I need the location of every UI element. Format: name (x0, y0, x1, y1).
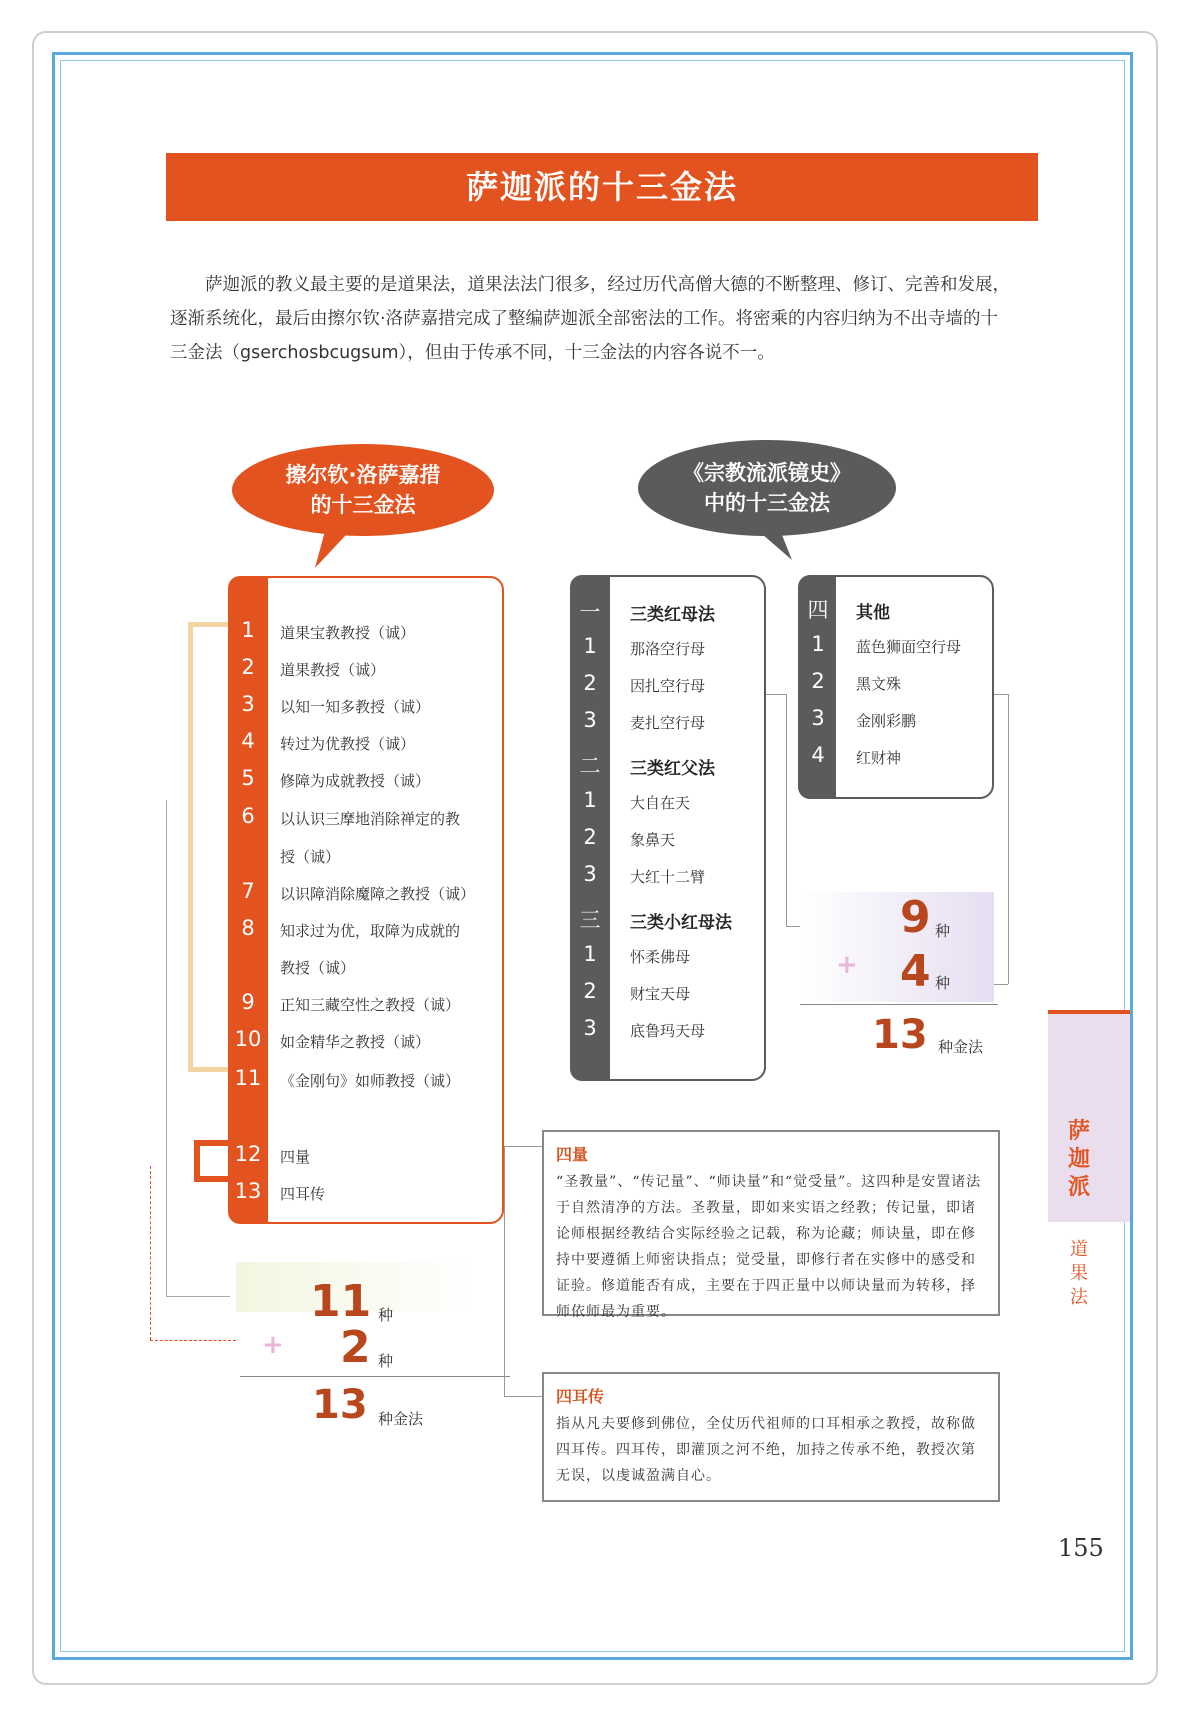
left-item-number: 13 (234, 1179, 262, 1203)
group-item-number: 1 (811, 632, 825, 656)
left-item-text: 以识障消除魔障之教授（诚） (280, 885, 476, 903)
note-connector-bottom (504, 1396, 542, 1397)
left-item-text: 四耳传 (280, 1185, 326, 1203)
mid-connector-vert (786, 694, 787, 926)
group-item-text: 财宝天母 (630, 985, 691, 1003)
left-item-number: 6 (241, 804, 255, 828)
bracket-group-2 (194, 1140, 228, 1182)
left-item-text: 道果宝教教授（诚） (280, 624, 416, 642)
right-sum-total-unit: 种金法 (938, 1038, 984, 1056)
left-bubble-line-1: 擦尔钦·洛萨嘉措 (285, 463, 441, 487)
right-bubble-tail (740, 515, 800, 565)
group-number: 四 (807, 598, 829, 622)
note-siliang (542, 1130, 1000, 1320)
left-sum-a: 11 (310, 1276, 372, 1327)
left-sum-total: 13 (312, 1382, 368, 1428)
group-item-text: 那洛空行母 (630, 640, 706, 658)
right-connector-foot (994, 984, 1008, 985)
left-item-text: 知求过为优，取障为成就的 (280, 922, 461, 940)
left-sum-a-unit: 种 (378, 1306, 394, 1324)
group-heading: 三类红母法 (630, 605, 715, 625)
side-chapter-label: 萨迦派 (1067, 1119, 1090, 1200)
right-bubble-line-1: 《宗教流派镜史》 (683, 461, 851, 485)
group-number: 一 (579, 600, 601, 624)
left-sum-b: 2 (340, 1322, 371, 1373)
left-dashed-line (150, 1166, 151, 1340)
group-item-number: 3 (583, 708, 597, 732)
left-item-number: 3 (241, 692, 255, 716)
group-item-text: 大自在天 (630, 794, 691, 812)
group-item-number: 1 (583, 942, 597, 966)
intro-text: 萨迦派的教义最主要的是道果法，道果法法门很多，经过历代高僧大德的不断整理、修订、完善和发展，逐渐系统化，最后由擦尔钦·洛萨嘉措完成了整编萨迦派全部密法的工作。将密乘的内容归纳为不出寺墙的十三金法（gserchosbcugsum），但由于传承不同，十三金法的内容各说不一。 (170, 275, 1010, 363)
right-sum-rule (800, 1004, 998, 1005)
group-heading: 三类红父法 (630, 759, 715, 779)
left-connector-line (166, 800, 167, 1296)
note-connector-top (504, 1146, 542, 1147)
group-item-text: 大红十二臂 (630, 868, 706, 886)
group-item-text: 象鼻天 (630, 831, 676, 849)
note-connector-vert (504, 1146, 505, 1396)
group-item-text: 因扎空行母 (630, 677, 706, 695)
group-number: 三 (579, 908, 601, 932)
left-item-text: 转过为优教授（诚） (280, 735, 416, 753)
left-item-text: 修障为成就教授（诚） (280, 772, 431, 790)
right-connector-vert (1008, 694, 1009, 984)
group-item-text: 黑文殊 (856, 675, 902, 693)
group-item-number: 3 (811, 706, 825, 730)
group-heading: 其他 (856, 603, 890, 623)
group-item-text: 金刚彩鹏 (856, 712, 917, 730)
left-bubble-tail (310, 520, 370, 570)
group-item-number: 2 (583, 825, 597, 849)
left-item-text: 道果教授（诚） (280, 661, 386, 679)
left-item-number: 11 (234, 1066, 262, 1090)
group-item-text: 怀柔佛母 (630, 948, 691, 966)
left-item-number: 8 (241, 916, 255, 940)
right-sum-a: 9 (900, 892, 931, 943)
right-sum-shade (800, 892, 994, 1002)
group-item-text: 红财神 (856, 749, 902, 767)
left-item-text: 以知一知多教授（诚） (280, 698, 431, 716)
left-sum-rule (240, 1376, 510, 1377)
left-item-number: 10 (234, 1027, 262, 1051)
left-item-text: 授（诚） (280, 848, 341, 866)
right-sum-total: 13 (872, 1012, 928, 1058)
left-item-number: 5 (241, 766, 255, 790)
right-connector-top (994, 694, 1008, 695)
note-siliang-body: “圣教量”、“传记量”、“师诀量”和“觉受量”。这四种是安置诸法于自然清净的方法。圣教量，即如来实语之经教；传记量，即诸论师根据经教结合实际经验之记载，称为论藏；师诀量，即在修持中要遵循上师密诀指点；觉受量，即修行者在实修中的感受和证验。修道能否有成，主要在于四正量中以师诀量而为转移，择师依师最为重要。 (556, 1174, 982, 1320)
right-sum-a-unit: 种 (935, 922, 951, 940)
left-item-text: 教授（诚） (280, 959, 356, 977)
group-item-number: 3 (583, 1016, 597, 1040)
group-item-number: 1 (583, 788, 597, 812)
left-item-text: 以认识三摩地消除禅定的教 (280, 810, 461, 828)
intro-paragraph (170, 268, 1010, 370)
left-sum-total-unit: 种金法 (378, 1410, 424, 1428)
group-item-number: 4 (811, 743, 825, 767)
group-item-number: 2 (583, 979, 597, 1003)
page-number: 155 (1058, 1534, 1104, 1562)
group-item-number: 1 (583, 634, 597, 658)
left-sum-plus: + (262, 1330, 284, 1360)
right-sum-b: 4 (900, 946, 931, 997)
right-bubble-line-2: 中的十三金法 (704, 491, 830, 515)
left-item-number: 9 (241, 990, 255, 1014)
left-sum-b-unit: 种 (378, 1352, 394, 1370)
note-sierchuan-title: 四耳传 (556, 1387, 605, 1406)
left-item-number: 4 (241, 729, 255, 753)
group-heading: 三类小红母法 (630, 913, 732, 933)
group-item-number: 2 (583, 671, 597, 695)
group-item-text: 底鲁玛天母 (630, 1022, 706, 1040)
left-item-text: 正知三藏空性之教授（诚） (280, 996, 461, 1014)
bracket-group-11 (188, 622, 228, 1072)
mid-connector-top (766, 694, 786, 695)
group-item-number: 3 (583, 862, 597, 886)
group-number: 二 (579, 754, 601, 778)
left-item-text: 四量 (280, 1148, 311, 1166)
right-sum-plus: + (836, 950, 858, 980)
note-sierchuan-body: 指从凡夫要修到佛位，全仗历代祖师的口耳相承之教授，故称做四耳传。四耳传，即灌顶之河不绝，加持之传承不绝，教授次第无误，以虔诚盈满自心。 (556, 1416, 976, 1484)
side-chapter-sub: 道果法 (1070, 1239, 1088, 1308)
note-siliang-title: 四量 (556, 1145, 589, 1164)
left-item-number: 12 (234, 1142, 262, 1166)
note-sierchuan (542, 1372, 1000, 1502)
side-chapter-tab-rule (1048, 1010, 1130, 1014)
left-item-number: 2 (241, 655, 255, 679)
left-item-number: 7 (241, 879, 255, 903)
left-item-text: 如金精华之教授（诚） (280, 1033, 431, 1051)
left-item-number: 1 (241, 618, 255, 642)
group-item-number: 2 (811, 669, 825, 693)
left-dashed-foot (150, 1340, 236, 1341)
page-title: 萨迦派的十三金法 (166, 153, 1038, 221)
left-bubble-line-2: 的十三金法 (310, 493, 416, 517)
right-sum-b-unit: 种 (935, 974, 951, 992)
group-item-text: 麦扎空行母 (630, 714, 706, 732)
left-item-text: 《金刚句》如师教授（诚） (280, 1072, 461, 1090)
group-item-text: 蓝色狮面空行母 (856, 638, 962, 656)
left-connector-foot (166, 1296, 230, 1297)
